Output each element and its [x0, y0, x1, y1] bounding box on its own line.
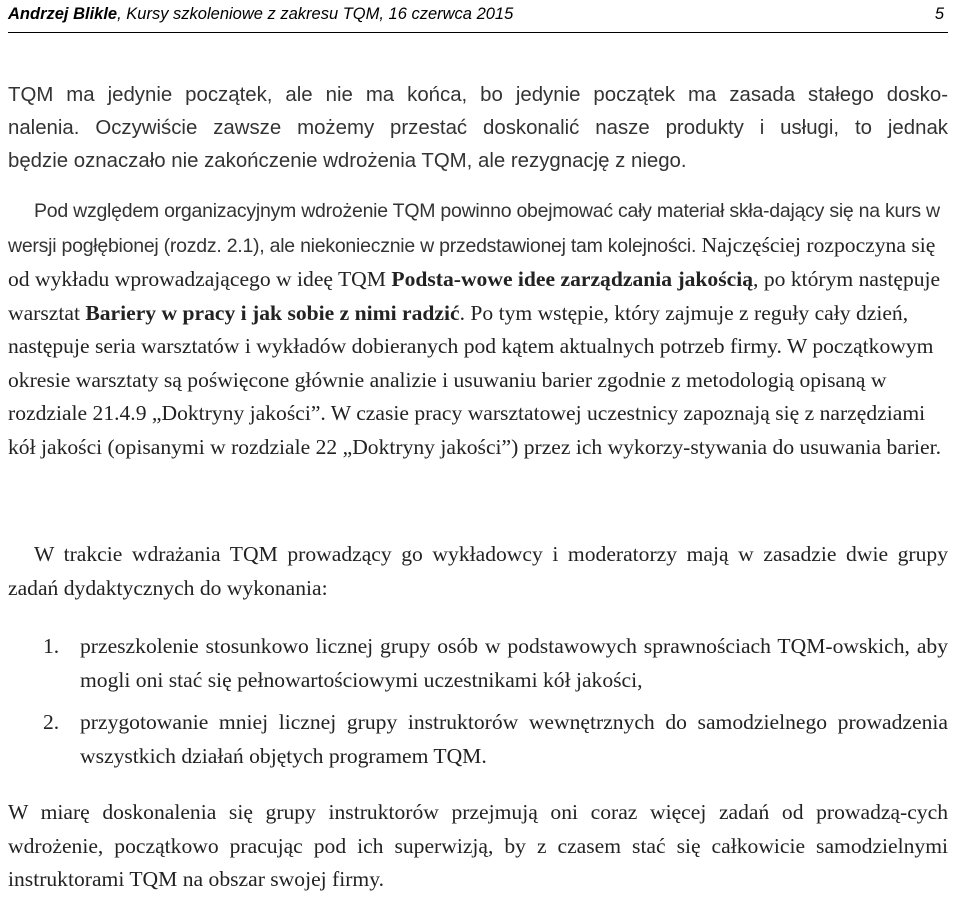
list-item-number: 2. [43, 710, 60, 734]
paragraph-organization-part-2: Najczęściej rozpoczyna się od wykładu wprowadzającego w ideę TQM [8, 232, 936, 291]
paragraph-tasks-text: W trakcie wdrażania TQM prowadzący go wykładowcy i moderatorzy mają w zasadzie dwie grupy zadań dydaktycznych do wykonania: [8, 542, 948, 600]
page-number: 5 [934, 5, 944, 23]
header-text [8, 5, 513, 24]
paragraph-instructors-text: W miarę doskonalenia się grupy instruktorów przejmują oni coraz więcej zadań od prowadzą-cych wdrożenie, początkowo pracując pod ich superwizją, by z czasem stać się całkowicie samodzielnymi instruktorami TQM na obszar swojej firmy. [8, 800, 948, 891]
page-header [8, 0, 948, 33]
paragraph-intro-line-3: będzie oznaczało nie zakończenie wdrożenia TQM, ale rezygnację z niego. [8, 150, 687, 172]
paragraph-organization-part-3: , po którym następuje warsztat [8, 267, 941, 325]
workshop-title-barriers: Bariery w pracy i jak sobie z nimi radzić [85, 300, 460, 325]
header-course-info: , Kursy szkoleniowe z zakresu TQM, 16 czerwca 2015 [117, 5, 514, 23]
paragraph-organization-part-1: Pod względem organizacyjnym wdrożenie TQM powinno obejmować cały materiał skła-dający się na kurs w wersji pogłębionej (rozdz. 2.1), ale niekoniecznie w przedstawionej tam kolejności. [8, 200, 940, 257]
paragraph-tasks [8, 538, 948, 605]
list-item-text: przeszkolenie stosunkowo licznej grupy osób w podstawowych sprawnościach TQM-owskich, aby mogli oni stać się pełnowartościowymi uczestnikami kół jakości, [80, 634, 948, 692]
list-item-text: przygotowanie mniej licznej grupy instruktorów wewnętrznych do samodzielnego prowadzenia wszystkich działań objętych programem TQM. [80, 710, 948, 768]
paragraph-intro-line-2: nalenia. Oczywiście zawsze możemy przestać doskonalić nasze produkty i usługi, to jednak [8, 117, 948, 139]
paragraph-intro [8, 79, 948, 178]
paragraph-organization [8, 195, 948, 464]
list-item-number: 1. [43, 634, 60, 658]
paragraph-organization-part-4: . Po tym wstępie, który zajmuje z reguły cały dzień, następuje seria warsztatów i wykładów dobieranych pod kątem aktualnych potrzeb firmy. W początkowym okresie warsztaty są poświęcone głównie analizie i usuwaniu barier zgodnie z metodologią opisaną w rozdziale 21.4.9 „Doktryny jakości”. W czasie pracy warsztatowej uczestnicy zapoznają się z narzędziami kół jakości (opisanymi w rozdziale 22 „Doktryny jakości”) przez ich wykorzy-stywania do usuwania barier. [8, 300, 942, 459]
document-page [8, 0, 952, 895]
header-author: Andrzej Blikle [8, 5, 118, 23]
paragraph-instructors [8, 796, 948, 897]
course-title-basics: Podsta-wowe idee zarządzania jakością [391, 267, 754, 291]
paragraph-intro-line-1: TQM ma jedynie początek, ale nie ma końca, bo jedynie początek ma zasada stałego dosko- [8, 84, 948, 106]
